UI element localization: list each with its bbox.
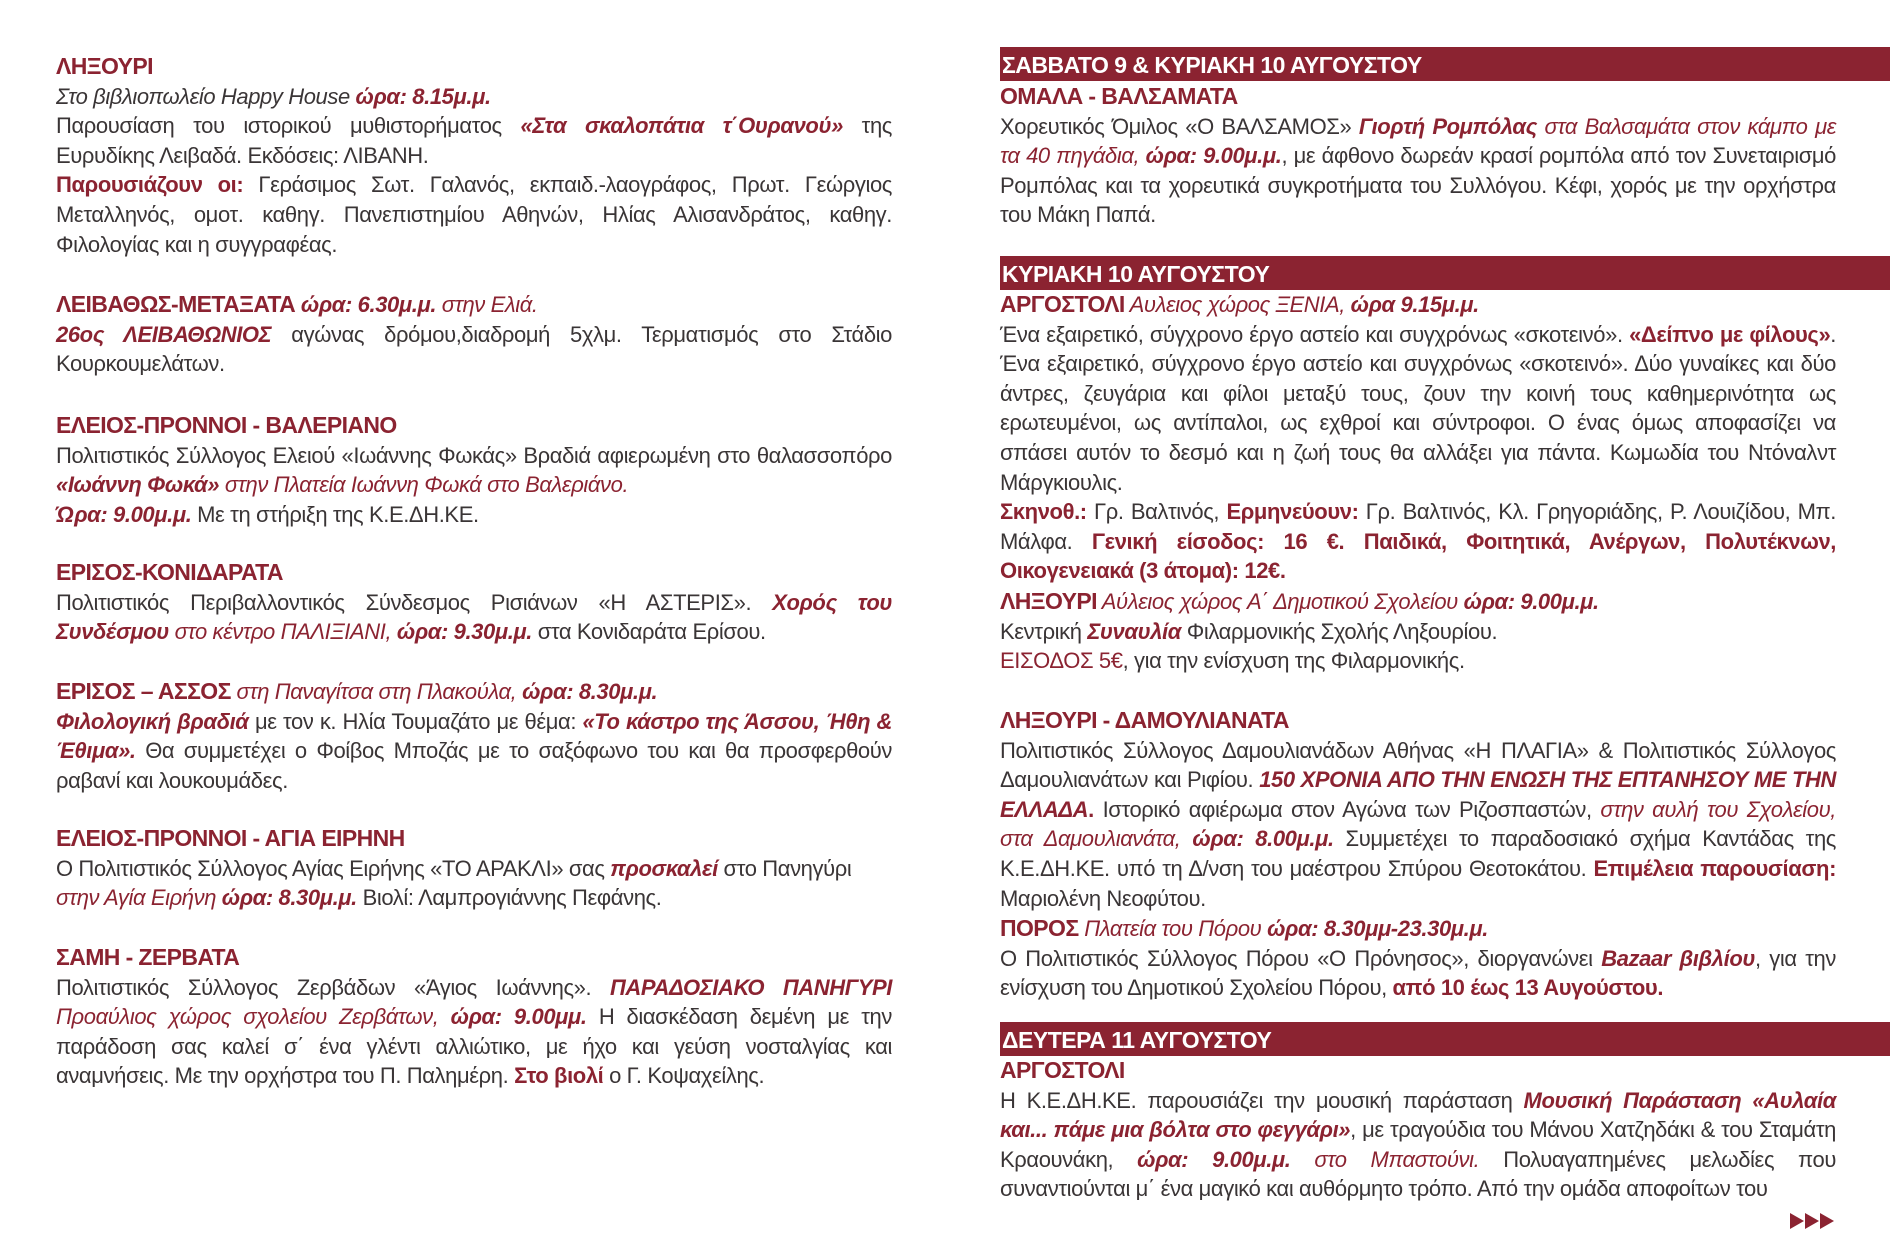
event-time: Ώρα: 9.00μ.μ. Με τη στήριξη της Κ.Ε.ΔΗ.ΚΕ. <box>56 501 479 527</box>
event-poros-bazaar <box>1000 914 1836 1003</box>
event-credits: Σκηνοθ.: Γρ. Βαλτινός, Ερμηνεύουν: Γρ. Βαλτινός, Κλ. Γρηγοριάδης, Ρ. Λουιζίδου, Μπ. Μάλφα. Γενική είσοδος: 16 €. Παιδικά, Φοιτητικά, Ανέργων, Πολυτέκνων, Οικογενειακά (3 άτομα): 12€. <box>1000 499 1836 584</box>
event-title: ΕΛΕΙΟΣ-ΠΡΟΝΝΟΙ - ΒΑΛΕΡΙΑΝΟ <box>56 412 397 438</box>
day-header-sunday: ΚΥΡΙΑΚΗ 10 ΑΥΓΟΥΣΤΟΥ <box>1000 256 1890 290</box>
event-description: Ο Πολιτιστικός Σύλλογος Πόρου «Ο Πρόνησος», διοργανώνει Bazaar βιβλίου, για την ενίσχυση του Δημοτικού Σχολείου Πόρου, από 10 έως 13 Αυγούστου. <box>1000 945 1836 1001</box>
event-description: Φιλολογική βραδιά με τον κ. Ηλία Τουμαζάτο με θέμα: «Το κάστρο της Άσσου, Ήθη & Έθιμα». Θα συμμετέχει ο Φοίβος Μποζάς με το σαξόφωνο του και θα προσφερθούν ραβανί και λουκουμάδες. <box>56 708 892 793</box>
event-description: Ο Πολιτιστικός Σύλλογος Αγίας Ειρήνης «ΤΟ ΑΡΑΚΛΙ» σας προσκαλεί στο Πανηγύρι <box>56 855 852 881</box>
event-title: ΣΑΜΗ - ΖΕΡΒΑΤΑ <box>56 944 240 970</box>
event-heading: ΠΟΡΟΣ Πλατεία του Πόρου ώρα: 8.30μμ-23.30μ.μ. <box>1000 915 1488 941</box>
event-eleios-agia-eirini <box>56 824 892 913</box>
event-description: Πολιτιστικός Περιβαλλοντικός Σύνδεσμος Ρισιάνων «Η ΑΣΤΕΡΙΣ». Χορός του Συνδέσμου στο κέντρο ΠΑΛΙΞΙΑΝΙ, ώρα: 9.30μ.μ. στα Κονιδαράτα Ερίσου. <box>56 589 893 645</box>
event-entry: ΕΙΣΟΔΟΣ 5€, για την ενίσχυση της Φιλαρμονικής. <box>1000 648 1465 674</box>
triple-arrow-right-icon[interactable] <box>1790 1210 1836 1232</box>
event-description: Πολιτιστικός Σύλλογος Δαμουλιανάδων Αθήνας «Η ΠΛΑΓΙΑ» & Πολιτιστικός Σύλλογος Δαμουλιανάτων και Ριφίου. 150 ΧΡΟΝΙΑ ΑΠΟ ΤΗΝ ΕΝΩΣΗ ΤΗΣ ΕΠΤΑΝΗΣΟΥ ΜΕ ΤΗΝ ΕΛΛΑΔΑ. Ιστορικό αφιέρωμα στον Αγώνα των Ριζοσπαστών, στην αυλή του Σχολείου, στα Δαμουλιανάτα, ώρα: 8.00μ.μ. Συμμετέχει το παραδοσιακό σχήμα Καντάδας της Κ.Ε.ΔΗ.ΚΕ. υπό τη Δ/νση του μαέστρου Σπύρου Θεοτοκάτου. Επιμέλεια παρουσίαση: Μαριολένη Νεοφύτου. <box>1000 737 1837 911</box>
event-description: Πολιτιστικός Σύλλογος Ζερβάδων «Άγιος Ιωάννης». ΠΑΡΑΔΟΣΙΑΚΟ ΠΑΝΗΓΥΡΙ Προαύλιος χώρος σχολείου Ζερβάτων, ώρα: 9.00μμ. Η διασκέδαση δεμένη με την παράδοση σας καλεί σ΄ ένα γλέντι αλλιώτικο, με ήχο και γεύση νοσταλγίας και αναμνήσεις. Με την ορχήστρα του Π. Παλημέρη. Στο βιολί ο Γ. Κοψαχείλης. <box>56 974 892 1089</box>
event-presenters: Παρουσιάζουν οι: Γεράσιμος Σωτ. Γαλανός, εκπαιδ.-λαογράφος, Πρωτ. Γεώργιος Μεταλληνός, ομοτ. καθηγ. Πανεπιστημίου Αθηνών, Ηλίας Αλισανδράτος, καθηγ. Φιλολογίας και η συγγραφέας. <box>56 172 893 257</box>
event-erisos-konidarata <box>56 558 892 647</box>
event-heading: ΑΡΓΟΣΤΟΛΙ Αυλειος χώρος ΞΕΝΙΑ, ώρα 9.15μ.μ. <box>1000 291 1479 317</box>
event-argostoli-theatre <box>1000 290 1836 586</box>
day-header-monday: ΔΕΥΤΕΡΑ 11 ΑΥΓΟΥΣΤΟΥ <box>1000 1022 1890 1056</box>
event-description: Παρουσίαση του ιστορικού μυθιστορήματος «Στα σκαλοπάτια τ΄Ουρανού» της Ευρυδίκης Λειβαδά. Εκδόσεις: ΛΙΒΑΝΗ. <box>56 113 892 168</box>
event-title: ΛΗΞΟΥΡΙ - ΔΑΜΟΥΛΙΑΝΑΤΑ <box>1000 707 1289 733</box>
event-title: ΕΛΕΙΟΣ-ΠΡΟΝΝΟΙ - ΑΓΙΑ ΕΙΡΗΝΗ <box>56 825 405 851</box>
event-description: Ένα εξαιρετικό, σύγχρονο έργο αστείο και συγχρόνως «σκοτεινό». «Δείπνο με φίλους». Ένα εξαιρετικό, σύγχρονο έργο αστείο και συγχρόνως «σκοτεινό». Δύο γυναίκες και δύο άντρες, ζευγάρια και φίλοι μεταξύ τους, ζουν την κοινή τους καθημερινότητα ως ερωτευμένοι, ως αντίπαλοι, ως εχθροί και σύντροφοι. Ο ένας όμως αποφασίζει να σπάσει αυτόν το δεσμό και η ζωή τους θα αλλάξει για πάντα. Κωμωδία του Ντόναλντ Μάργκιουλις. <box>1000 321 1836 495</box>
event-title: ΛΗΞΟΥΡΙ <box>56 53 153 79</box>
event-description: Κεντρική Συναυλία Φιλαρμονικής Σχολής Ληξουρίου. <box>1000 618 1498 644</box>
event-sami-zervata <box>56 943 892 1091</box>
event-leivathos-metaxata <box>56 290 892 379</box>
event-title: ΟΜΑΛΑ - ΒΑΛΣΑΜΑΤΑ <box>1000 83 1238 109</box>
event-erisos-assos <box>56 677 892 795</box>
event-omala-valsamata <box>1000 82 1836 230</box>
event-venue: Στο βιβλιοπωλείο Happy House ώρα: 8.15μ.μ. <box>56 83 491 109</box>
day-header-sat-sun: ΣΑΒΒΑΤΟ 9 & ΚΥΡΙΑΚΗ 10 ΑΥΓΟΥΣΤΟΥ <box>1000 47 1890 81</box>
event-description: 26ος ΛΕΙΒΑΘΩΝΙΟΣ αγώνας δρόμου,διαδρομή 5χλμ. Τερματισμός στο Στάδιο Κουρκουμελάτων. <box>56 321 892 377</box>
event-eleios-valeriano <box>56 411 892 529</box>
event-title: ΕΡΙΣΟΣ-ΚΟΝΙΔΑΡΑΤΑ <box>56 559 283 585</box>
event-lixouri-concert <box>1000 587 1836 676</box>
event-lixouri-book <box>56 52 892 259</box>
event-description: Η Κ.Ε.ΔΗ.ΚΕ. παρουσιάζει την μουσική παράσταση Μουσική Παράσταση «Αυλαία και... πάμε μια βόλτα στο φεγγάρι», με τραγούδια του Μάνου Χατζηδάκι & του Σταμάτη Κραουνάκη, ώρα: 9.00μ.μ. στο Μπαστούνι. Πολυαγαπημένες μελωδίες που συναντιούνται μ΄ ένα μαγικό και αυθόρμητο τρόπο. Από την ομάδα αποφοίτων του <box>1000 1087 1836 1202</box>
event-heading: ΛΗΞΟΥΡΙ Αύλειος χώρος Α΄ Δημοτικού Σχολείου ώρα: 9.00μ.μ. <box>1000 588 1599 614</box>
event-argostoli-music <box>1000 1056 1836 1204</box>
event-description: Χορευτικός Όμιλος «Ο ΒΑΛΣΑΜΟΣ» Γιορτή Ρομπόλας στα Βαλσαμάτα στον κάμπο με τα 40 πηγάδια, ώρα: 9.00μ.μ., με άφθονο δωρεάν κρασί ρομπόλα από τον Συνεταιρισμό Ρομπόλας και τα χορευτικά συγκροτήματα του Συλλόγου. Κέφι, χορός με την ορχήστρα του Μάκη Παπά. <box>1000 113 1836 228</box>
event-description: Πολιτιστικός Σύλλογος Ελειού «Ιωάννης Φωκάς» Βραδιά αφιερωμένη στο θαλασσοπόρο «Ιωάννη Φωκά» στην Πλατεία Ιωάννη Φωκά στο Βαλεριάνο. <box>56 442 892 498</box>
event-title: ΑΡΓΟΣΤΟΛΙ <box>1000 1057 1125 1083</box>
event-lixouri-damoulianata <box>1000 706 1836 913</box>
event-heading: ΕΡΙΣΟΣ – ΑΣΣΟΣ στη Παναγίτσα στη Πλακούλα, ώρα: 8.30μ.μ. <box>56 678 658 704</box>
event-heading: ΛΕΙΒΑΘΩΣ-ΜΕΤΑΞΑΤΑ ώρα: 6.30μ.μ. στην Ελιά. <box>56 291 538 317</box>
event-time: στην Αγία Ειρήνη ώρα: 8.30μ.μ. Βιολί: Λαμπρογιάννης Πεφάνης. <box>56 885 662 911</box>
